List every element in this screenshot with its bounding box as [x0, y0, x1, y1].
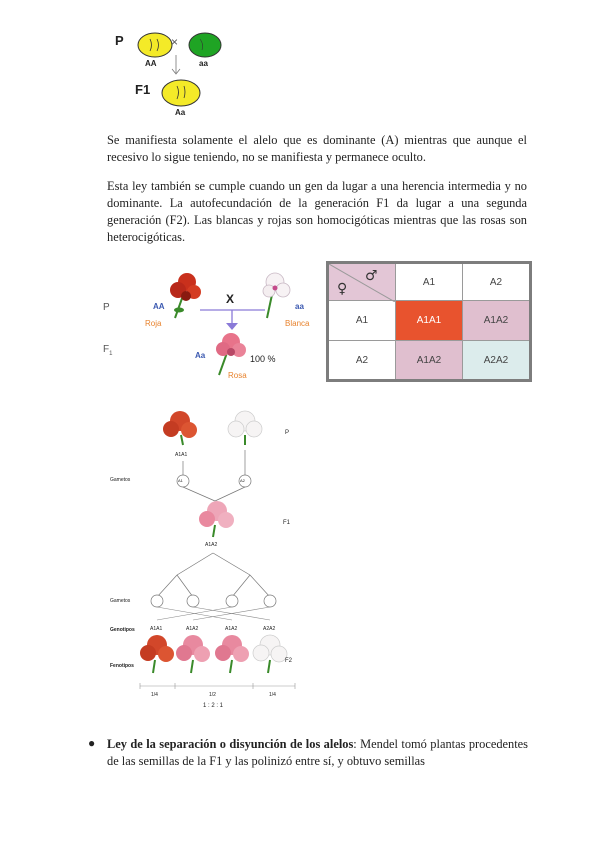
f2-inheritance-diagram	[105, 405, 305, 715]
gamete-circle	[226, 595, 238, 607]
f1-yellow-seed-icon	[162, 80, 200, 106]
f2-ratio: 1 : 2 : 1	[203, 703, 224, 709]
punnett-corner	[328, 263, 396, 301]
female-symbol-icon: ♀	[337, 281, 348, 297]
f2-parent-genotype: A1A1	[175, 452, 188, 458]
f2-generation-label: F2	[285, 658, 293, 664]
punnett-col-header: A2	[463, 263, 531, 301]
fig1-aa-recessive: aa	[199, 59, 208, 68]
fig2-cross: X	[226, 292, 235, 306]
punnett-cell: A1A2	[396, 341, 463, 381]
f2-red-flower-icon	[140, 635, 174, 673]
gamete-label: A1	[178, 478, 183, 483]
f2-genotype: A1A1	[150, 626, 163, 632]
f2-gametes-label: Gametos	[110, 477, 131, 483]
f2-genotype: A1A2	[186, 626, 199, 632]
bullet-item	[88, 736, 528, 770]
parent-white-flower-icon	[228, 411, 262, 445]
fig1-cross: ×	[171, 35, 179, 49]
fig2-f1-genotype: Aa	[195, 351, 206, 360]
bullet-paragraph	[107, 736, 528, 770]
yellow-seed-icon	[138, 33, 172, 57]
f2-gametes-label-2: Gametos	[110, 598, 131, 604]
intermediate-inheritance-paragraph: Esta ley también se cumple cuando un gen da lugar a una herencia intermedia y no dominante. La autofecundación de la generación F1 da lugar a una segunda generación (F2). Las blancas y rojas son homocigóticas mientras que las rosas son heterocigóticas.	[107, 179, 527, 244]
fig1-f1-label: F1	[135, 82, 151, 97]
f2-fraction: 1/4	[151, 692, 158, 698]
pink-flower-icon	[216, 333, 246, 375]
gamete-circle	[264, 595, 276, 607]
f2-f1-genotype: A1A2	[205, 542, 218, 548]
gamete-circle	[187, 595, 199, 607]
punnett-col-header: A1	[396, 263, 463, 301]
punnett-row-header: A2	[328, 341, 396, 381]
punnett-cell: A1A2	[463, 301, 531, 341]
f2-fraction: 1/2	[209, 692, 216, 698]
red-flower-icon	[170, 273, 201, 318]
white-flower-icon	[263, 273, 290, 318]
fig2-f1-label: $F_1$	[103, 344, 113, 357]
bullet-dot-icon: ●	[88, 736, 96, 750]
f2-pink-flower-icon	[176, 635, 210, 673]
f2-genotype: A1A2	[225, 626, 238, 632]
fig2-red-genotype: AA	[153, 302, 165, 311]
fig2-percent: 100 %	[250, 354, 276, 364]
dominance-paragraph: Se manifiesta solamente el alelo que es dominante (A) mientras que aunque el recesivo lo sigue teniendo, no se manifiesta y permanece oculto.	[107, 133, 527, 164]
fig2-white-genotype: aa	[295, 302, 304, 311]
fig2-p-label: P	[103, 302, 110, 313]
gamete-circle	[151, 595, 163, 607]
f2-diagram-drawing	[105, 405, 305, 715]
parent-red-flower-icon	[163, 411, 197, 445]
fig2-red-name: Roja	[145, 319, 162, 328]
flower-drawings	[95, 270, 320, 385]
fig1-f1-genotype: Aa	[175, 108, 186, 117]
punnett-square	[326, 261, 532, 382]
f2-genotype: A2A2	[263, 626, 276, 632]
f2-pink-flower-icon	[215, 635, 249, 673]
fig2-pink-name: Rosa	[228, 371, 247, 380]
f1-pink-flower-icon	[199, 501, 234, 537]
bullet-title: Ley de la separación o disyunción de los alelos	[107, 737, 354, 751]
punnett-cell: A1A1	[396, 301, 463, 341]
f2-p-label: P	[285, 430, 290, 436]
punnett-row-header: A1	[328, 301, 396, 341]
fig2-white-name: Blanca	[285, 319, 310, 328]
seed-cross-figure	[105, 25, 235, 120]
green-seed-icon	[189, 33, 221, 57]
f2-white-flower-icon	[253, 635, 287, 673]
bullet-text: : Mendel tomó plantas procedentes de las semillas de la F1 y las polinizó entre sí, y obtuvo semillas	[107, 737, 528, 768]
male-symbol-icon: ♂	[365, 268, 378, 284]
f2-f1-label: F1	[283, 520, 291, 526]
fig1-p-label: P	[115, 33, 124, 48]
f2-phenotypes-label: Fenotipos	[110, 663, 134, 669]
f2-fraction: 1/4	[269, 692, 276, 698]
flower-cross-figure	[95, 270, 320, 385]
gamete-label: A2	[240, 478, 245, 483]
punnett-cell: A2A2	[463, 341, 531, 381]
fig1-aa-dominant: AA	[145, 59, 157, 68]
f2-genotypes-label: Genotipos	[110, 627, 135, 633]
seed-drawings	[105, 25, 235, 120]
